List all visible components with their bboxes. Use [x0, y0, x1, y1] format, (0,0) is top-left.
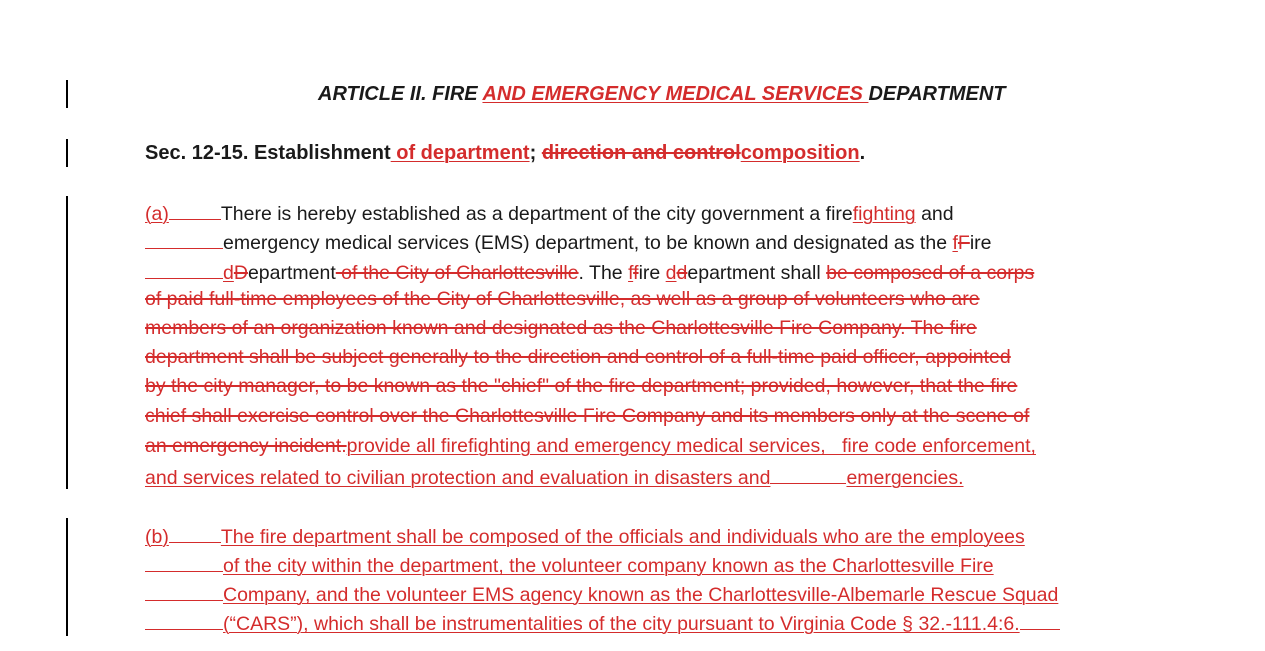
para-a-text-2-end: ire — [969, 232, 992, 254]
para-a-line-2 — [145, 228, 991, 255]
para-a-ins-services: and services related to civilian protection and evaluation in disasters and — [145, 467, 771, 489]
para-b-trailing-tab — [1020, 609, 1060, 630]
section-heading-prefix: Sec. 12-15. Establishment — [145, 142, 391, 164]
article-title — [318, 82, 1006, 106]
para-a-text-1: There is hereby established as a department of the city government a fire — [220, 203, 853, 225]
para-a-ins-f: f — [952, 232, 958, 254]
change-bar-para-a — [66, 196, 68, 489]
para-b-text-3: Company, and the volunteer EMS agency known as the Charlottesville-Albemarle Rescue Squad — [223, 584, 1059, 606]
article-title-prefix: ARTICLE II. FIRE — [318, 83, 483, 105]
para-b-line-1 — [145, 522, 1025, 549]
para-a-deleted-line-8: chief shall exercise control over the Charlottesville Fire Company and its members only at the scene of — [145, 405, 1030, 427]
para-a-ins-d2: d — [665, 262, 677, 284]
para-b-line-3 — [145, 580, 1058, 607]
para-a-text-3: epartment — [247, 262, 336, 284]
section-heading-deleted: direction and control — [541, 142, 741, 164]
para-b-text-2: of the city within the department, the volunteer company known as the Charlottesville Fire — [223, 555, 994, 577]
para-b-text-1: The fire department shall be composed of the officials and individuals who are the employees — [220, 526, 1025, 548]
para-a-del-city: of the City of Charlottesville — [335, 262, 579, 284]
section-heading-semicolon: ; — [529, 142, 537, 164]
para-a-ins-d: d — [223, 262, 234, 284]
para-a-ins-f2: f — [628, 262, 634, 284]
para-a-line-3 — [145, 258, 1034, 285]
para-b-label-tab — [169, 522, 221, 543]
para-a-indent-2 — [145, 228, 223, 249]
para-a-del-D: D — [233, 262, 248, 284]
change-bar-para-b — [66, 518, 68, 636]
para-a-deleted-line-4: of paid full-time employees of the City of Charlottesville, as well as a group of volunteers who are — [145, 288, 980, 310]
para-a-line-9 — [145, 434, 1036, 458]
article-title-inserted: AND EMERGENCY MEDICAL SERVICES — [482, 83, 869, 105]
para-a-text-2: emergency medical services (EMS) department, to be known and designated as the — [223, 232, 953, 254]
article-title-suffix: DEPARTMENT — [868, 83, 1006, 105]
para-a-label: (a) — [145, 203, 169, 225]
para-a-del-tail: be composed of a corps — [826, 262, 1035, 284]
section-heading-inserted-1: of department — [390, 142, 530, 164]
para-b-line-4 — [145, 609, 1060, 636]
para-a-tab-gap — [770, 463, 846, 484]
para-a-ins-provide: provide all firefighting and emergency medical services, fire code enforcement, — [346, 435, 1036, 457]
para-a-line-1 — [145, 199, 954, 226]
para-a-del-incident: an emergency incident. — [145, 435, 347, 457]
para-a-deleted-line-6: department shall be subject generally to the direction and control of a full-time paid officer, appointed — [145, 346, 1011, 368]
para-a-text-1-end: and — [915, 203, 954, 225]
para-b-label: (b) — [145, 526, 169, 548]
para-a-text-3-mid: . The — [578, 262, 629, 284]
para-a-ins-fighting: fighting — [852, 203, 916, 225]
para-b-indent-2 — [145, 551, 223, 572]
para-a-deleted-line-7: by the city manager, to be known as the "chief" of the fire department; provided, however, that the fire — [145, 375, 1018, 397]
para-a-del-f2: f — [633, 262, 639, 284]
section-heading — [145, 141, 865, 165]
para-a-text-3-rest: epartment shall — [687, 262, 827, 284]
para-a-ins-emergencies: emergencies. — [846, 467, 964, 489]
para-a-deleted-line-5: members of an organization known and designated as the Charlottesville Fire Company. The fire — [145, 317, 977, 339]
para-b-line-2 — [145, 551, 994, 578]
para-a-indent-3 — [145, 258, 223, 279]
para-a-del-F: F — [957, 232, 970, 254]
change-bar-heading — [66, 139, 68, 167]
para-b-indent-4 — [145, 609, 223, 630]
para-b-text-4: (“CARS”), which shall be instrumentalities of the city pursuant to Virginia Code § 32.-111.4:6. — [223, 613, 1020, 635]
para-a-text-fire: ire — [638, 262, 666, 284]
section-heading-inserted-2: composition — [740, 142, 860, 164]
para-a-del-d2: d — [676, 262, 688, 284]
para-b-indent-3 — [145, 580, 223, 601]
section-heading-period: . — [859, 142, 866, 164]
para-a-line-10 — [145, 463, 964, 490]
para-a-label-tab — [169, 199, 221, 220]
change-bar-title — [66, 80, 68, 108]
